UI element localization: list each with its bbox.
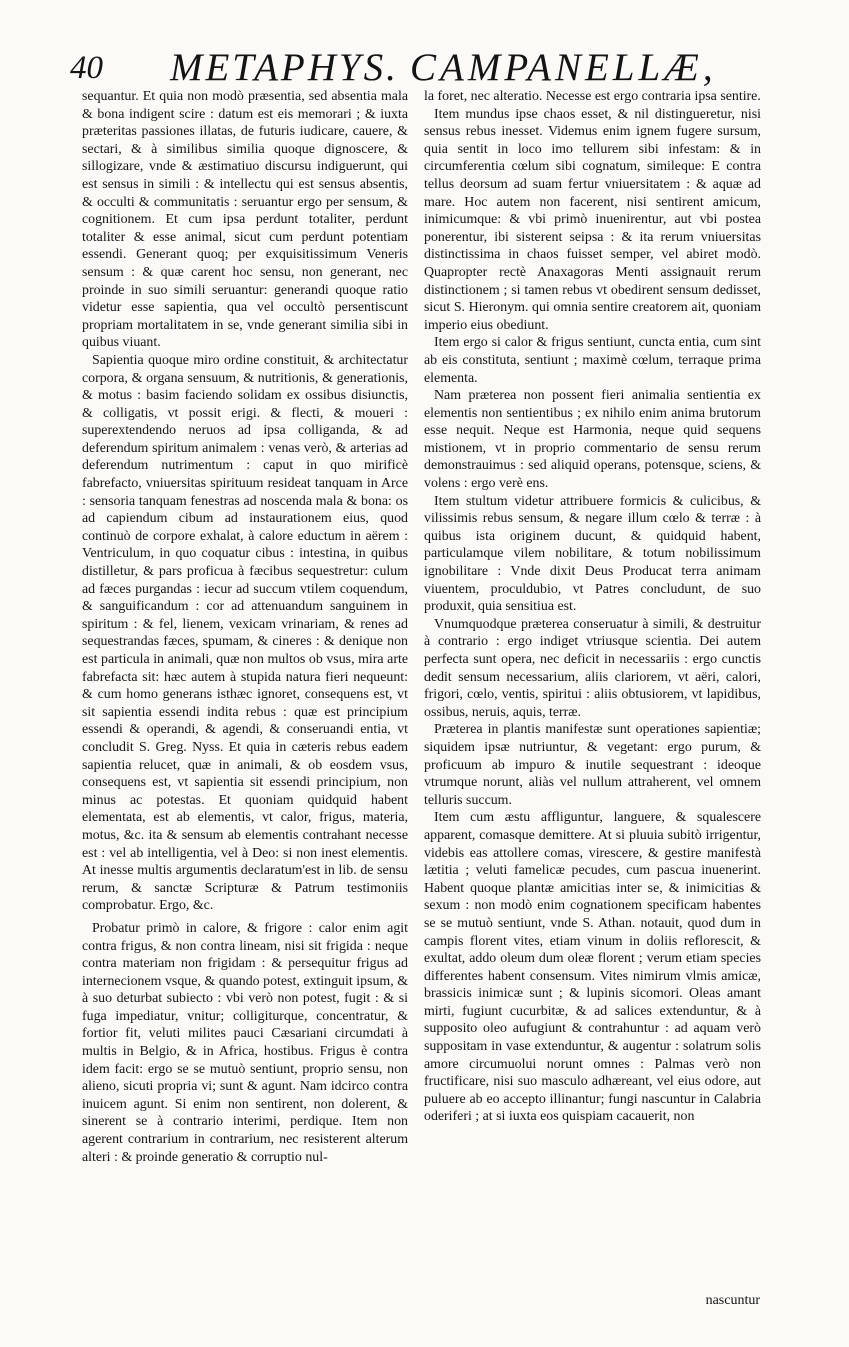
paragraph: Item stultum videtur attribuere formicis & culicibus, & vilissimis rebus sensum, & negare illum cœlo & terræ : à quibus ista originem ducunt, & quidquid habent, particulamque vilem nobilitare, & totum nobilissimum ignobilitare : Vnde dixit Deus Producat terra animam viuentem, proculdubio, vt Patres concludunt, de suo produxit, quia sensitiua est.	[424, 493, 761, 615]
left-text-column	[82, 88, 408, 1296]
paragraph: Præterea in plantis manifestæ sunt operationes sapientiæ; siquidem ipsæ nutriuntur, & vegetant: ergo purum, & proficuum ab impuro & inutile sequestrant : ideoque vtrumque norunt, aliàs vel nullum attraherent, vel omnem telluris succum.	[424, 722, 761, 808]
paragraph: Probatur primò in calore, & frigore : calor enim agit contra frigus, & non contra lineam, nisi sit frigida : neque contra materiam non frigidam : & persequitur frigus ad internecionem vsque, & quando potest, extinguit ipsum, & à suo deturbat subiecto : vbi verò non potest, fugit : & si fuga impediatur, vnitur; colligiturque, concentratur, & fortior fit, veluti milites pauci Cæsariani circumdati à multis in Belgio, & in Africa, hostibus. Frigus è contra idem facit: ergo se se mutuò sentiunt, proprio sensu, non alieno, sicuti propria vi; sunt & agunt. Nam idcirco contra inuicem agunt. Si enim non sentirent, non dolerent, & sinerent se à contrario interimi, perdique. Item non agerent contrarium in contrarium, nec resisterent alterum alteri : & proinde generatio & corruptio nul-	[82, 920, 408, 1165]
paragraph: la foret, nec alteratio. Necesse est ergo contraria ipsa sentire.	[424, 89, 761, 104]
paragraph: Item ergo si calor & frigus sentiunt, cuncta entia, cum sint ab eis constituta, sentiunt ; maximè cœlum, terraque prima elementa.	[424, 335, 761, 386]
paragraph: Nam præterea non possent fieri animalia sentientia ex elementis non sentientibus ; ex nihilo enim anima brutorum esse nequit. Neque est Harmonia, neque quid sequens mistionem, vt in proprio commentario de sensu rerum demonstrauimus : sed aliquid operans, potensque, sciens, & volens : ergo verè ens.	[424, 388, 761, 492]
right-text-column	[424, 88, 761, 1278]
catchword: nascuntur	[705, 1293, 760, 1308]
page-header	[70, 44, 730, 92]
paragraph: sequantur. Et quia non modò præsentia, sed absentia mala & bona indigent scire : datum est eis memorari ; & iuxta præteritas passiones illatas, de futuris iudicare, cauere, & sectari, & à similibus similia quoque dignoscere, & sillogizare, vnde & æstimatiuo discursu indiguerunt, qui est sensus in simili : & intellectu qui est sensus absentis, & occulti & communitatis : seruantur ergo per sensum, & cognitionem. Et cum ipsa perdunt totaliter, perdunt totaliter & esse animal, sicut cum perdunt potentiam essendi. Generant quoq; per exquisitissimum Veneris sensum : & quæ carent hoc sensu, non generant, nec proinde in suo simili seruantur: generandi quoque ratio videtur esse sapientia, qua vel occultò persentiscunt propriam mortalitatem in se, vnde generant similia sibi in quibus viuant.	[82, 89, 408, 351]
paragraph: Item mundus ipse chaos esset, & nil distingueretur, nisi sensus rebus inesset. Videmus enim ignem fugere sursum, quia sentit in loco imo tellurem sibi infestam: & in circumferentia cœlum sibi cognatum, simileque: E contra tellus deorsum ad suam fertur vniuersitatem : & aquæ ad mare. Hoc autem non facerent, nisi sentirent amicum, inimicumque: & vbi primò inuenirentur, aut vbi postea ponerentur, ibi sisterent seipsa : & ita rerum vniuersitas distinctissima in chaos fuisset semper, vel abiret modò. Quapropter rectè Anaxagoras Menti assignauit rerum distinctionem ; si tamen rebus vt obedirent sensum dedisset, sicut S. Hieronym. qui omnia sentire creatorem ait, quoniam imperio eius obediunt.	[424, 106, 761, 333]
page-number: 40	[70, 50, 103, 86]
paragraph: Sapientia quoque miro ordine constituit, & architectatur corpora, & organa sensuum, & nutritionis, & generationis, & motus : basim faciendo solidam ex ossibus disiunctis, & colligatis, vt possit erigi. & flecti, & moueri : superextendendo neruos ad ipsa colliganda, & ad deferendum spiritum animalem : venas verò, & arterias ad deferendum nutrimentum : caput in quo mirificè fabrefacto, vniuersitas spirituum resideat tanquam in Arce : sensoria tanquam fenestras ad noscenda mala & bona: os ad capiendum cibum ad instaurationem eius, quod continuò de corpore exhalat, à calore eductum in aërem : Ventriculum, in quo coquatur cibus : intestina, in quibus distilletur, & pars proficua à fæcibus sequestretur: culum ad fæces purgandas : iecur ad succum vtilem coquendum, & sanguificandum : cor ad attenuandum sanguinem in spiritum : & fel, lienem, vexicam vrinariam, & renes ad sequestrandas fæces, spumam, & cineres : & denique non est particula in animali, quæ non multos ob vsus, mira arte fabrefacta sit: hæc autem à stupida natura fieri nequeunt: & cum homo generans isthæc ignoret, consequens est, vt sit sapientia essendi indita rebus : quæ est principium essendi & operandi, & agendi, & conseruandi entia, vt concludit S. Greg. Nyss. Et quia in cæteris rebus eadem sapientia relucet, quæ in animali, & ob eosdem vsus, consequens est, vt sapientia sit essendi principium, non minus ac potestas. Et quoniam quidquid habent elementata, est ab elementis, vt calor, frigus, materia, motus, &c. ita & sensum ab elementis contrahant necesse est : vel ab intelligentia, vel à Deo: si non inest elementis. At inesse multis argumentis declaratum'est in lib. de sensu rerum, & sanctæ Scripturæ & Patrum testimoniis comprobatur. Ergo, &c.	[82, 352, 408, 914]
paragraph: Vnumquodque præterea conseruatur à simili, & destruitur à contrario : ergo indiget vtriusque scientia. Dei autem perfecta sunt opera, nec deficit in necessariis : ergo cunctis dedit sensum necessarium, aliis clariorem, vt aëri, calori, frigori, cœlo, ventis, spiritui : aliis obtusiorem, vt lapidibus, ossibus, neruis, aquis, terræ.	[424, 616, 761, 720]
running-head-left: METAPHYS.	[170, 46, 399, 89]
paragraph: Item cum æstu affliguntur, languere, & squalescere apparent, comasque demittere. At si pluuia subitò irrigentur, videbis eas attollere comas, virescere, & gestire manifestà lætitia ; veluti famelicæ pecudes, cum pascua inuenerint. Habent quoque plantæ amicitias inter se, & inimicitias & sexum : non modò enim cognationem specificam habentes se se mutuò sentiunt, vnde S. Athan. notauit, quod dum in campis florent vites, etiam vinum in doliis reflorescit, & exultat, addo oleum dum oleæ florent ; verum etiam species differentes habent consensum. Vites nimirum vlmis amicæ, brassicis inimicæ sunt ; & lupinis sicomori. Oleas amant mirti, fugiunt cucurbitæ, & ad salices extenduntur, & à supposito oleo aufugiunt & contrahuntur : ad aquam verò suppositam in vase extenduntur, & augentur : solatrum solis amore circumuolui norunt omnes : Palmas verò non fructificare, nisi suo masculo adhæreant, vel eius odore, aut puluere ab eo accepto illinantur; fungi nascuntur in Calabria oderiferi ; at si iuxta eos quispiam cacauerit, non	[424, 810, 761, 1125]
running-head-right: CAMPANELLÆ,	[410, 46, 717, 89]
